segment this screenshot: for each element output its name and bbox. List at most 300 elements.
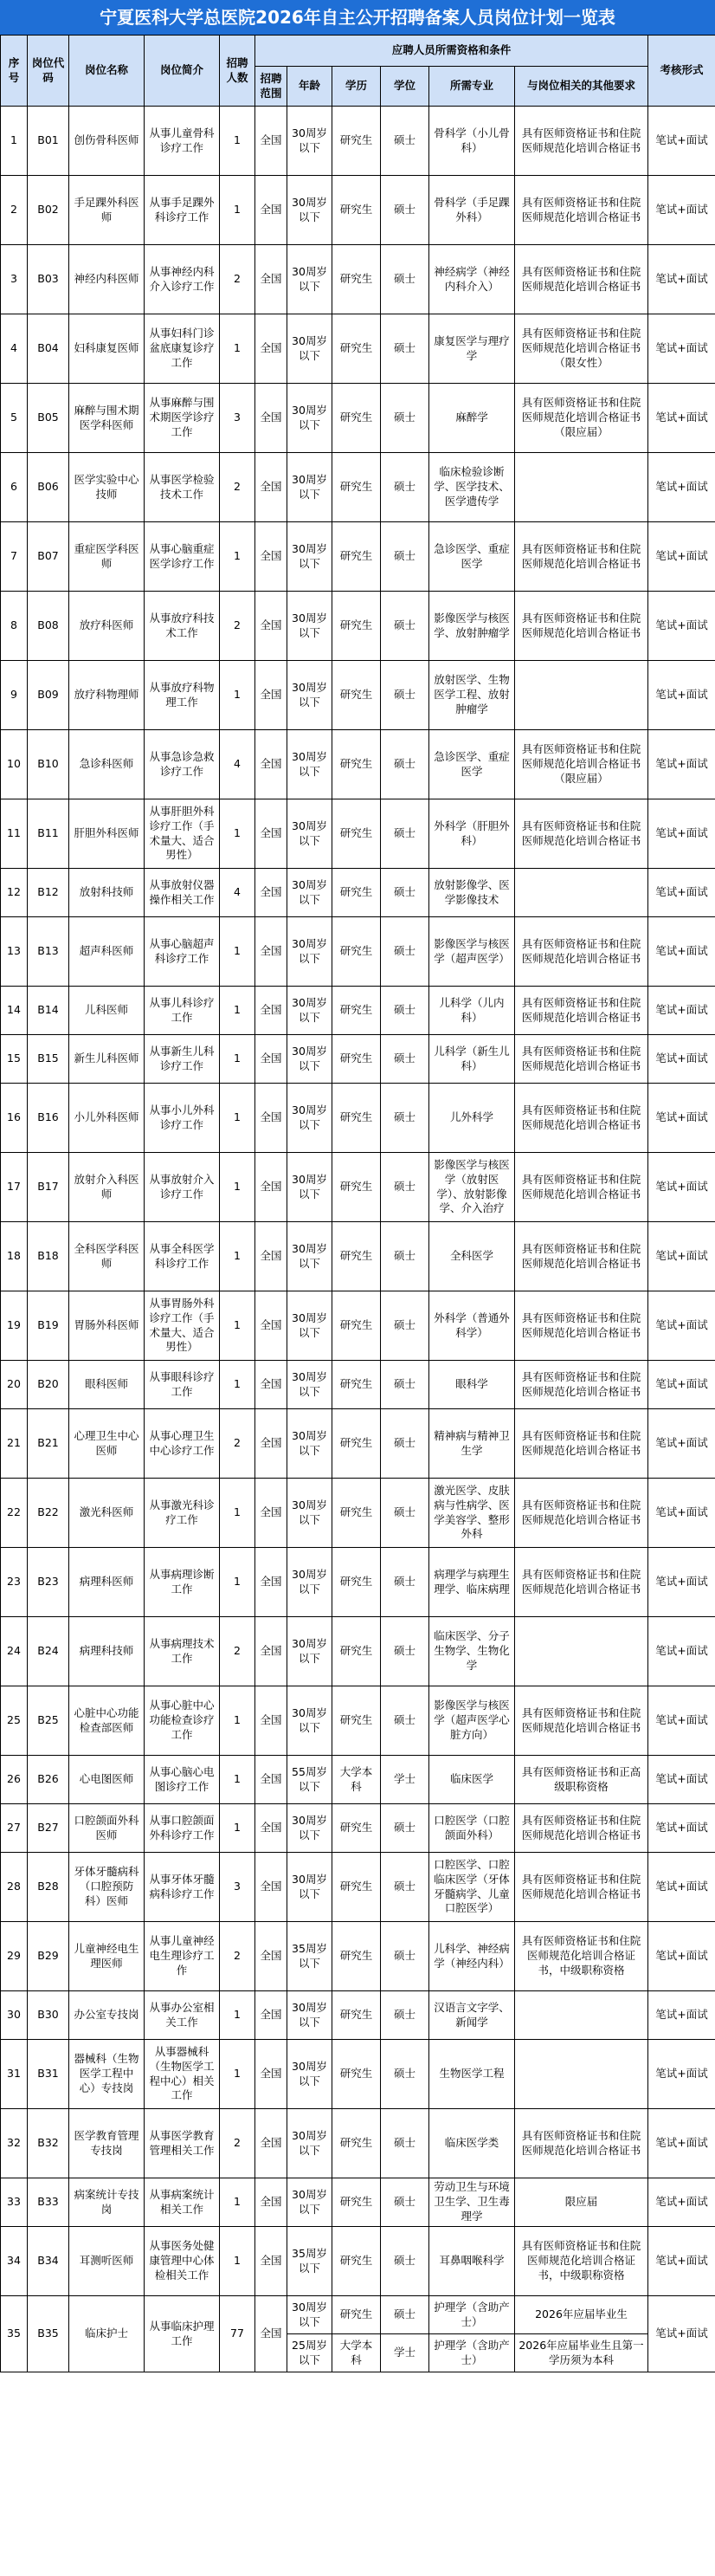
cell-age: 30周岁以下 (287, 1686, 332, 1756)
cell-edu: 研究生 (332, 522, 381, 592)
cell-desc: 从事病案统计相关工作 (145, 2178, 220, 2227)
cell-age: 30周岁以下 (287, 1991, 332, 2040)
cell-degree: 硕士 (381, 917, 429, 987)
cell-desc: 从事儿童骨科诊疗工作 (145, 107, 220, 176)
cell-exam: 笔试+面试 (648, 987, 715, 1035)
cell-code: B32 (28, 2109, 69, 2178)
table-row (1, 245, 715, 314)
cell-other: 具有医师资格证书和住院医师规范化培训合格证书（限应届） (515, 730, 648, 799)
cell-name: 急诊科医师 (69, 730, 145, 799)
table-row (1, 1686, 715, 1756)
table-row (1, 1548, 715, 1617)
cell-name: 眼科医师 (69, 1361, 145, 1409)
cell-code: B31 (28, 2040, 69, 2109)
cell-major: 全科医学 (429, 1222, 515, 1291)
cell-seq: 18 (1, 1222, 28, 1291)
cell-major: 康复医学与理疗学 (429, 314, 515, 384)
table-row (1, 176, 715, 245)
cell-degree: 硕士 (381, 107, 429, 176)
cell-num: 3 (220, 1853, 255, 1922)
cell-age: 30周岁以下 (287, 1035, 332, 1084)
cell-seq: 14 (1, 987, 28, 1035)
cell-name: 病案统计专技岗 (69, 2178, 145, 2227)
col-header-other: 与岗位相关的其他要求 (515, 67, 648, 107)
cell-scope: 全国 (255, 1991, 287, 2040)
cell-degree: 硕士 (381, 1548, 429, 1617)
cell-exam: 笔试+面试 (648, 1756, 715, 1804)
cell-degree: 硕士 (381, 1991, 429, 2040)
cell-age: 30周岁以下 (287, 1409, 332, 1479)
cell-exam: 笔试+面试 (648, 2227, 715, 2296)
cell-other: 具有医师资格证书和住院医师规范化培训合格证书 (515, 1409, 648, 1479)
page-title: 宁夏医科大学总医院2026年自主公开招聘备案人员岗位计划一览表 (0, 0, 715, 35)
cell-exam: 笔试+面试 (648, 1804, 715, 1853)
cell-other: 具有医师资格证书和住院医师规范化培训合格证书 (515, 2109, 648, 2178)
cell-code: B23 (28, 1548, 69, 1617)
cell-seq: 1 (1, 107, 28, 176)
cell-edu: 研究生 (332, 453, 381, 522)
cell-scope: 全国 (255, 2040, 287, 2109)
cell-code: B28 (28, 1853, 69, 1922)
cell-degree: 硕士 (381, 1084, 429, 1153)
cell-scope: 全国 (255, 1617, 287, 1686)
cell-num: 4 (220, 869, 255, 917)
cell-exam: 笔试+面试 (648, 592, 715, 661)
table-row (1, 1804, 715, 1853)
cell-exam: 笔试+面试 (648, 730, 715, 799)
table-row (1, 2178, 715, 2227)
cell-edu: 研究生 (332, 917, 381, 987)
cell-exam: 笔试+面试 (648, 245, 715, 314)
cell-degree: 硕士 (381, 1409, 429, 1479)
cell-desc: 从事牙体牙髓病科诊疗工作 (145, 1853, 220, 1922)
cell-code: B27 (28, 1804, 69, 1853)
cell-code: B29 (28, 1922, 69, 1991)
cell-scope: 全国 (255, 1756, 287, 1804)
cell-code: B01 (28, 107, 69, 176)
col-header-degree: 学位 (381, 67, 429, 107)
cell-degree: 硕士 (381, 2040, 429, 2109)
cell-major: 影像医学与核医学（超声医学） (429, 917, 515, 987)
cell-name: 口腔颌面外科医师 (69, 1804, 145, 1853)
cell-code: B30 (28, 1991, 69, 2040)
cell-other: 具有医师资格证书和住院医师规范化培训合格证书 (515, 1222, 648, 1291)
table-row (1, 314, 715, 384)
cell-major: 眼科学 (429, 1361, 515, 1409)
cell-scope: 全国 (255, 917, 287, 987)
table-row (1, 522, 715, 592)
table-row (1, 987, 715, 1035)
cell-desc: 从事病理诊断工作 (145, 1548, 220, 1617)
table-row (1, 1291, 715, 1361)
cell-name: 办公室专技岗 (69, 1991, 145, 2040)
cell-name: 医学实验中心技师 (69, 453, 145, 522)
cell-degree: 学士 (381, 2334, 429, 2372)
cell-other: 具有医师资格证书和住院医师规范化培训合格证书（限女性） (515, 314, 648, 384)
cell-name: 放疗科医师 (69, 592, 145, 661)
cell-exam: 笔试+面试 (648, 1153, 715, 1222)
cell-edu: 研究生 (332, 1922, 381, 1991)
cell-num: 2 (220, 245, 255, 314)
cell-code: B02 (28, 176, 69, 245)
cell-seq: 24 (1, 1617, 28, 1686)
cell-code: B34 (28, 2227, 69, 2296)
cell-other (515, 661, 648, 730)
cell-name: 临床护士 (69, 2296, 145, 2372)
cell-degree: 硕士 (381, 1479, 429, 1548)
cell-edu: 研究生 (332, 2227, 381, 2296)
table-row (1, 1084, 715, 1153)
cell-num: 1 (220, 917, 255, 987)
cell-exam: 笔试+面试 (648, 1479, 715, 1548)
cell-major: 影像医学与核医学、放射肿瘤学 (429, 592, 515, 661)
cell-seq: 3 (1, 245, 28, 314)
cell-other (515, 1617, 648, 1686)
cell-num: 1 (220, 1291, 255, 1361)
cell-seq: 5 (1, 384, 28, 453)
cell-desc: 从事心脑超声科诊疗工作 (145, 917, 220, 987)
cell-exam: 笔试+面试 (648, 799, 715, 869)
cell-name: 激光科医师 (69, 1479, 145, 1548)
cell-age: 30周岁以下 (287, 799, 332, 869)
cell-scope: 全国 (255, 522, 287, 592)
table-row (1, 1409, 715, 1479)
cell-exam: 笔试+面试 (648, 661, 715, 730)
table-row (1, 384, 715, 453)
cell-edu: 研究生 (332, 384, 381, 453)
cell-degree: 硕士 (381, 799, 429, 869)
cell-other: 2026年应届毕业生且第一学历须为本科 (515, 2334, 648, 2372)
cell-other: 具有医师资格证书和住院医师规范化培训合格证书，中级职称资格 (515, 2227, 648, 2296)
cell-code: B10 (28, 730, 69, 799)
cell-degree: 硕士 (381, 1222, 429, 1291)
cell-exam: 笔试+面试 (648, 1853, 715, 1922)
cell-edu: 研究生 (332, 1291, 381, 1361)
table-row (1, 1361, 715, 1409)
cell-num: 1 (220, 1361, 255, 1409)
table-row (1, 799, 715, 869)
cell-seq: 10 (1, 730, 28, 799)
cell-scope: 全国 (255, 176, 287, 245)
cell-scope: 全国 (255, 1804, 287, 1853)
cell-other: 具有医师资格证书和住院医师规范化培训合格证书 (515, 245, 648, 314)
cell-other: 2026年应届毕业生 (515, 2296, 648, 2334)
cell-code: B20 (28, 1361, 69, 1409)
cell-exam: 笔试+面试 (648, 1084, 715, 1153)
cell-exam: 笔试+面试 (648, 2109, 715, 2178)
table-row (1, 2296, 715, 2334)
cell-seq: 31 (1, 2040, 28, 2109)
cell-num: 1 (220, 522, 255, 592)
cell-seq: 17 (1, 1153, 28, 1222)
cell-code: B17 (28, 1153, 69, 1222)
cell-major: 儿外科学 (429, 1084, 515, 1153)
cell-age: 35周岁以下 (287, 1922, 332, 1991)
cell-num: 2 (220, 2109, 255, 2178)
cell-code: B13 (28, 917, 69, 987)
cell-exam: 笔试+面试 (648, 522, 715, 592)
table-row (1, 2040, 715, 2109)
cell-major: 儿科学（儿内科） (429, 987, 515, 1035)
cell-major: 耳鼻咽喉科学 (429, 2227, 515, 2296)
cell-major: 外科学（普通外科学） (429, 1291, 515, 1361)
cell-desc: 从事新生儿科诊疗工作 (145, 1035, 220, 1084)
cell-desc: 从事放疗科技术工作 (145, 592, 220, 661)
cell-exam: 笔试+面试 (648, 1617, 715, 1686)
cell-other: 具有医师资格证书和正高级职称资格 (515, 1756, 648, 1804)
cell-major: 生物医学工程 (429, 2040, 515, 2109)
cell-edu: 研究生 (332, 1479, 381, 1548)
cell-major: 神经病学（神经内科介入） (429, 245, 515, 314)
cell-seq: 13 (1, 917, 28, 987)
cell-desc: 从事肝胆外科诊疗工作（手术量大、适合男性） (145, 799, 220, 869)
cell-edu: 研究生 (332, 1853, 381, 1922)
cell-major: 影像医学与核医学（放射医学）、放射影像学、介入治疗 (429, 1153, 515, 1222)
cell-major: 临床检验诊断学、医学技术、医学遗传学 (429, 453, 515, 522)
cell-scope: 全国 (255, 1291, 287, 1361)
cell-age: 30周岁以下 (287, 2296, 332, 2334)
cell-num: 1 (220, 1035, 255, 1084)
cell-scope: 全国 (255, 799, 287, 869)
table-row (1, 1853, 715, 1922)
cell-other: 具有医师资格证书和住院医师规范化培训合格证书，中级职称资格 (515, 1922, 648, 1991)
cell-name: 医学教育管理专技岗 (69, 2109, 145, 2178)
cell-other: 具有医师资格证书和住院医师规范化培训合格证书 (515, 1153, 648, 1222)
cell-seq: 20 (1, 1361, 28, 1409)
cell-desc: 从事眼科诊疗工作 (145, 1361, 220, 1409)
cell-major: 放射医学、生物医学工程、放射肿瘤学 (429, 661, 515, 730)
cell-num: 1 (220, 2178, 255, 2227)
cell-code: B09 (28, 661, 69, 730)
cell-name: 小儿外科医师 (69, 1084, 145, 1153)
cell-exam: 笔试+面试 (648, 453, 715, 522)
cell-name: 麻醉与围术期医学科医师 (69, 384, 145, 453)
cell-age: 30周岁以下 (287, 2109, 332, 2178)
cell-code: B26 (28, 1756, 69, 1804)
cell-degree: 硕士 (381, 245, 429, 314)
cell-scope: 全国 (255, 384, 287, 453)
cell-age: 30周岁以下 (287, 730, 332, 799)
cell-name: 胃肠外科医师 (69, 1291, 145, 1361)
cell-age: 30周岁以下 (287, 1084, 332, 1153)
cell-num: 1 (220, 2227, 255, 2296)
cell-major: 外科学（肝胆外科） (429, 799, 515, 869)
cell-name: 创伤骨科医师 (69, 107, 145, 176)
cell-scope: 全国 (255, 1035, 287, 1084)
cell-degree: 硕士 (381, 2227, 429, 2296)
cell-desc: 从事临床护理工作 (145, 2296, 220, 2372)
cell-seq: 21 (1, 1409, 28, 1479)
cell-name: 重症医学科医师 (69, 522, 145, 592)
cell-other: 具有医师资格证书和住院医师规范化培训合格证书 (515, 1853, 648, 1922)
cell-exam: 笔试+面试 (648, 1548, 715, 1617)
cell-age: 30周岁以下 (287, 245, 332, 314)
cell-edu: 研究生 (332, 176, 381, 245)
table-body (1, 107, 715, 2372)
cell-num: 1 (220, 1084, 255, 1153)
cell-age: 30周岁以下 (287, 107, 332, 176)
cell-other: 具有医师资格证书和住院医师规范化培训合格证书 (515, 1479, 648, 1548)
cell-seq: 32 (1, 2109, 28, 2178)
col-header-desc: 岗位简介 (145, 36, 220, 107)
cell-major: 口腔医学、口腔临床医学（牙体牙髓病学、儿童口腔医学） (429, 1853, 515, 1922)
cell-scope: 全国 (255, 1153, 287, 1222)
cell-other: 具有医师资格证书和住院医师规范化培训合格证书 (515, 1686, 648, 1756)
cell-edu: 研究生 (332, 1153, 381, 1222)
cell-other: 具有医师资格证书和住院医师规范化培训合格证书 (515, 1804, 648, 1853)
cell-scope: 全国 (255, 1479, 287, 1548)
col-header-conditions: 应聘人员所需资格和条件 (255, 36, 648, 67)
cell-edu: 研究生 (332, 2296, 381, 2334)
col-header-exam: 考核形式 (648, 36, 715, 107)
cell-code: B11 (28, 799, 69, 869)
cell-name: 妇科康复医师 (69, 314, 145, 384)
cell-code: B04 (28, 314, 69, 384)
cell-seq: 4 (1, 314, 28, 384)
cell-other: 具有医师资格证书和住院医师规范化培训合格证书 (515, 799, 648, 869)
cell-major: 儿科学（新生儿科） (429, 1035, 515, 1084)
cell-name: 器械科（生物医学工程中心）专技岗 (69, 2040, 145, 2109)
cell-desc: 从事口腔颌面外科诊疗工作 (145, 1804, 220, 1853)
cell-desc: 从事神经内科介入诊疗工作 (145, 245, 220, 314)
cell-num: 2 (220, 592, 255, 661)
cell-age: 30周岁以下 (287, 1804, 332, 1853)
cell-degree: 硕士 (381, 592, 429, 661)
cell-exam: 笔试+面试 (648, 107, 715, 176)
cell-num: 2 (220, 453, 255, 522)
cell-edu: 研究生 (332, 1035, 381, 1084)
cell-major: 临床医学类 (429, 2109, 515, 2178)
table-row (1, 1991, 715, 2040)
cell-other: 具有医师资格证书和住院医师规范化培训合格证书（限应届） (515, 384, 648, 453)
cell-degree: 硕士 (381, 661, 429, 730)
cell-seq: 33 (1, 2178, 28, 2227)
cell-scope: 全国 (255, 869, 287, 917)
cell-seq: 8 (1, 592, 28, 661)
cell-edu: 研究生 (332, 987, 381, 1035)
cell-edu: 研究生 (332, 107, 381, 176)
cell-name: 心理卫生中心医师 (69, 1409, 145, 1479)
cell-desc: 从事放疗科物理工作 (145, 661, 220, 730)
cell-num: 1 (220, 799, 255, 869)
table-row (1, 592, 715, 661)
cell-other: 具有医师资格证书和住院医师规范化培训合格证书 (515, 917, 648, 987)
cell-scope: 全国 (255, 2227, 287, 2296)
cell-num: 2 (220, 1409, 255, 1479)
cell-degree: 硕士 (381, 1804, 429, 1853)
cell-other: 具有医师资格证书和住院医师规范化培训合格证书 (515, 592, 648, 661)
cell-name: 耳测听医师 (69, 2227, 145, 2296)
cell-edu: 研究生 (332, 1084, 381, 1153)
cell-exam: 笔试+面试 (648, 1922, 715, 1991)
recruitment-table (0, 35, 715, 2372)
cell-exam: 笔试+面试 (648, 1035, 715, 1084)
cell-exam: 笔试+面试 (648, 1991, 715, 2040)
cell-major: 汉语言文字学、新闻学 (429, 1991, 515, 2040)
cell-name: 超声科医师 (69, 917, 145, 987)
cell-desc: 从事医务处健康管理中心体检相关工作 (145, 2227, 220, 2296)
cell-age: 55周岁以下 (287, 1756, 332, 1804)
cell-age: 35周岁以下 (287, 2227, 332, 2296)
cell-seq: 26 (1, 1756, 28, 1804)
cell-seq: 7 (1, 522, 28, 592)
cell-other: 具有医师资格证书和住院医师规范化培训合格证书 (515, 1548, 648, 1617)
cell-degree: 硕士 (381, 453, 429, 522)
cell-seq: 27 (1, 1804, 28, 1853)
cell-other: 具有医师资格证书和住院医师规范化培训合格证书 (515, 1084, 648, 1153)
cell-major: 临床医学 (429, 1756, 515, 1804)
cell-age: 30周岁以下 (287, 1479, 332, 1548)
cell-code: B22 (28, 1479, 69, 1548)
cell-desc: 从事胃肠外科诊疗工作（手术量大、适合男性） (145, 1291, 220, 1361)
cell-age: 30周岁以下 (287, 987, 332, 1035)
cell-edu: 研究生 (332, 1409, 381, 1479)
cell-age: 30周岁以下 (287, 2040, 332, 2109)
cell-major: 急诊医学、重症医学 (429, 730, 515, 799)
cell-scope: 全国 (255, 592, 287, 661)
cell-scope: 全国 (255, 1686, 287, 1756)
cell-major: 放射影像学、医学影像技术 (429, 869, 515, 917)
cell-desc: 从事医学检验技术工作 (145, 453, 220, 522)
cell-name: 儿童神经电生理医师 (69, 1922, 145, 1991)
cell-degree: 硕士 (381, 522, 429, 592)
cell-desc: 从事放射介入诊疗工作 (145, 1153, 220, 1222)
cell-scope: 全国 (255, 661, 287, 730)
cell-scope: 全国 (255, 987, 287, 1035)
cell-num: 1 (220, 176, 255, 245)
col-header-scope: 招聘范围 (255, 67, 287, 107)
cell-desc: 从事手足踝外科诊疗工作 (145, 176, 220, 245)
cell-scope: 全国 (255, 2296, 287, 2372)
cell-exam: 笔试+面试 (648, 384, 715, 453)
table-row (1, 1922, 715, 1991)
cell-age: 30周岁以下 (287, 522, 332, 592)
cell-degree: 硕士 (381, 2109, 429, 2178)
cell-seq: 11 (1, 799, 28, 869)
cell-scope: 全国 (255, 245, 287, 314)
cell-desc: 从事儿童神经电生理诊疗工作 (145, 1922, 220, 1991)
cell-seq: 35 (1, 2296, 28, 2372)
col-header-code: 岗位代码 (28, 36, 69, 107)
col-header-age: 年龄 (287, 67, 332, 107)
cell-exam: 笔试+面试 (648, 1686, 715, 1756)
cell-age: 30周岁以下 (287, 2178, 332, 2227)
cell-age: 30周岁以下 (287, 592, 332, 661)
cell-degree: 硕士 (381, 2296, 429, 2334)
cell-num: 1 (220, 1991, 255, 2040)
cell-degree: 硕士 (381, 314, 429, 384)
cell-degree: 硕士 (381, 1153, 429, 1222)
cell-degree: 学士 (381, 1756, 429, 1804)
cell-name: 牙体牙髓病科（口腔预防科）医师 (69, 1853, 145, 1922)
cell-desc: 从事心理卫生中心诊疗工作 (145, 1409, 220, 1479)
cell-seq: 28 (1, 1853, 28, 1922)
cell-code: B18 (28, 1222, 69, 1291)
col-header-seq: 序号 (1, 36, 28, 107)
cell-other: 具有医师资格证书和住院医师规范化培训合格证书 (515, 1361, 648, 1409)
cell-exam: 笔试+面试 (648, 869, 715, 917)
cell-desc: 从事妇科门诊盆底康复诊疗工作 (145, 314, 220, 384)
cell-name: 心电图医师 (69, 1756, 145, 1804)
cell-degree: 硕士 (381, 869, 429, 917)
table-row (1, 1035, 715, 1084)
cell-num: 1 (220, 107, 255, 176)
cell-code: B25 (28, 1686, 69, 1756)
cell-major: 激光医学、皮肤病与性病学、医学美容学、整形外科 (429, 1479, 515, 1548)
cell-name: 新生儿科医师 (69, 1035, 145, 1084)
cell-scope: 全国 (255, 1361, 287, 1409)
cell-num: 2 (220, 1922, 255, 1991)
